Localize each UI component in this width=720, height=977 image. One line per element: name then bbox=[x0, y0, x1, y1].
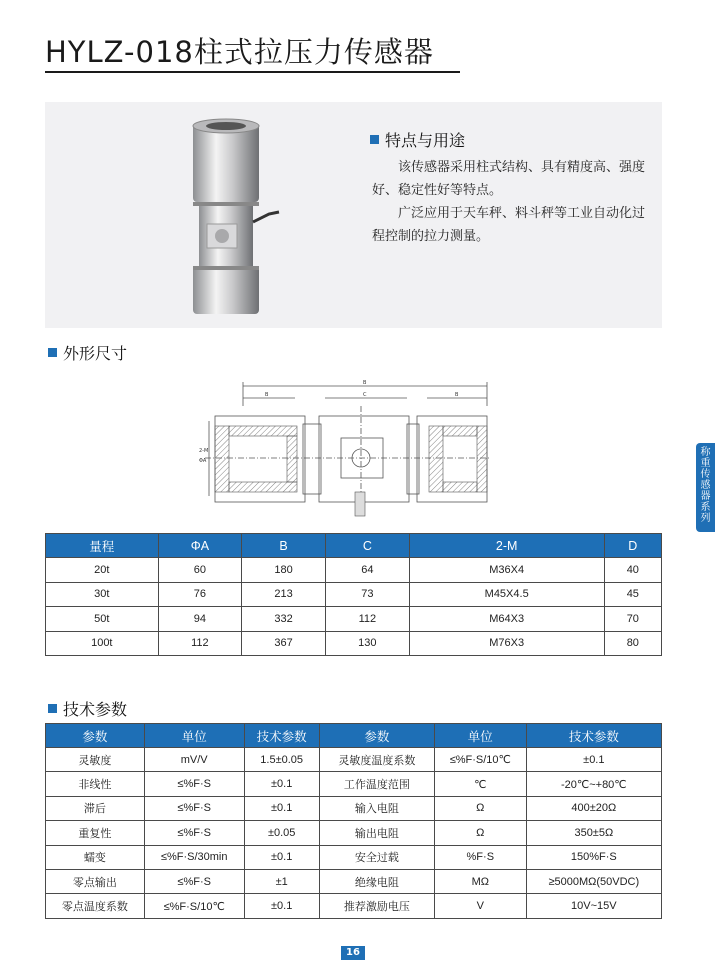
table-row bbox=[46, 869, 662, 893]
table-cell: 80 bbox=[604, 631, 661, 656]
dimension-drawing bbox=[195, 376, 495, 526]
table-cell: 20t bbox=[46, 558, 159, 583]
table-row bbox=[46, 796, 662, 820]
table-cell: 灵敏度 bbox=[46, 748, 145, 772]
table-cell: 重复性 bbox=[46, 821, 145, 845]
table-cell: 1.5±0.05 bbox=[244, 748, 319, 772]
table-cell: 112 bbox=[158, 631, 242, 656]
dimensions-header-row bbox=[46, 534, 662, 558]
table-row bbox=[46, 772, 662, 796]
table-cell: ≤%F·S/30min bbox=[144, 845, 244, 869]
drawing-label-center: C bbox=[363, 392, 367, 398]
table-cell: 10V~15V bbox=[526, 894, 661, 918]
table-cell: 367 bbox=[242, 631, 326, 656]
table-cell: Ω bbox=[434, 796, 526, 820]
table-cell: ±0.1 bbox=[244, 845, 319, 869]
table-cell: 94 bbox=[158, 607, 242, 632]
column-header: ΦA bbox=[158, 534, 242, 558]
drawing-label-end-right: B bbox=[455, 392, 459, 398]
table-cell: 40 bbox=[604, 558, 661, 583]
table-cell: 112 bbox=[325, 607, 409, 632]
column-header: 技术参数 bbox=[244, 724, 319, 748]
table-cell: 工作温度范围 bbox=[319, 772, 434, 796]
series-side-tab: 称 重 传 感 器 系 列 bbox=[696, 443, 715, 532]
table-cell: 零点温度系数 bbox=[46, 894, 145, 918]
table-cell: 30t bbox=[46, 582, 159, 607]
table-cell: ≤%F·S bbox=[144, 796, 244, 820]
page-number: 16 bbox=[341, 946, 365, 960]
table-cell: 73 bbox=[325, 582, 409, 607]
table-cell: 150%F·S bbox=[526, 845, 661, 869]
table-cell: 输入电阻 bbox=[319, 796, 434, 820]
features-paragraph-1: 该传感器采用柱式结构、具有精度高、强度好、稳定性好等特点。 bbox=[372, 160, 646, 198]
table-cell: 零点输出 bbox=[46, 869, 145, 893]
table-cell: ±0.1 bbox=[244, 772, 319, 796]
drawing-label-bore: ΦA bbox=[199, 458, 207, 464]
bullet-square-icon bbox=[48, 348, 57, 357]
table-cell: Ω bbox=[434, 821, 526, 845]
table-cell: 推荐激励电压 bbox=[319, 894, 434, 918]
technical-heading: 技术参数 bbox=[48, 697, 127, 720]
table-cell: 76 bbox=[158, 582, 242, 607]
table-row bbox=[46, 821, 662, 845]
table-cell: M45X4.5 bbox=[409, 582, 604, 607]
specs-header-row bbox=[46, 724, 662, 748]
table-cell: MΩ bbox=[434, 869, 526, 893]
table-cell: ≤%F·S bbox=[144, 821, 244, 845]
column-header: 量程 bbox=[46, 534, 159, 558]
table-cell: 332 bbox=[242, 607, 326, 632]
dimensions-heading: 外形尺寸 bbox=[48, 341, 127, 364]
table-cell: %F·S bbox=[434, 845, 526, 869]
table-cell: 45 bbox=[604, 582, 661, 607]
drawing-label-overall: B bbox=[363, 380, 367, 386]
column-header: C bbox=[325, 534, 409, 558]
table-cell: mV/V bbox=[144, 748, 244, 772]
table-cell: 滞后 bbox=[46, 796, 145, 820]
table-cell: 64 bbox=[325, 558, 409, 583]
dimensions-table bbox=[45, 533, 662, 656]
table-cell: ±0.1 bbox=[244, 796, 319, 820]
table-cell: 非线性 bbox=[46, 772, 145, 796]
table-cell: ±0.1 bbox=[244, 894, 319, 918]
table-row bbox=[46, 582, 662, 607]
column-header: 2-M bbox=[409, 534, 604, 558]
table-cell: V bbox=[434, 894, 526, 918]
table-row bbox=[46, 607, 662, 632]
page-title: HYLZ-018柱式拉压力传感器 bbox=[45, 35, 434, 69]
drawing-label-end-left: B bbox=[265, 392, 269, 398]
table-cell: ±0.1 bbox=[526, 748, 661, 772]
table-cell: ±0.05 bbox=[244, 821, 319, 845]
bullet-square-icon bbox=[48, 704, 57, 713]
table-cell: ≤%F·S bbox=[144, 869, 244, 893]
table-row bbox=[46, 845, 662, 869]
title-underline bbox=[45, 71, 460, 73]
table-cell: ℃ bbox=[434, 772, 526, 796]
column-header: D bbox=[604, 534, 661, 558]
column-header: 技术参数 bbox=[526, 724, 661, 748]
features-heading: 特点与用途 bbox=[370, 128, 465, 151]
table-cell: M76X3 bbox=[409, 631, 604, 656]
table-cell: 100t bbox=[46, 631, 159, 656]
table-cell: M36X4 bbox=[409, 558, 604, 583]
column-header: B bbox=[242, 534, 326, 558]
load-cell-photo bbox=[175, 116, 295, 320]
table-cell: 输出电阻 bbox=[319, 821, 434, 845]
table-cell: 70 bbox=[604, 607, 661, 632]
table-cell: -20℃~+80℃ bbox=[526, 772, 661, 796]
table-cell: 灵敏度温度系数 bbox=[319, 748, 434, 772]
column-header: 单位 bbox=[144, 724, 244, 748]
table-cell: 60 bbox=[158, 558, 242, 583]
column-header: 参数 bbox=[46, 724, 145, 748]
table-cell: ≤%F·S/10℃ bbox=[434, 748, 526, 772]
table-cell: 400±20Ω bbox=[526, 796, 661, 820]
column-header: 单位 bbox=[434, 724, 526, 748]
bullet-square-icon bbox=[370, 135, 379, 144]
table-cell: 180 bbox=[242, 558, 326, 583]
table-cell: 绝缘电阻 bbox=[319, 869, 434, 893]
drawing-label-thread: 2-M bbox=[199, 448, 209, 454]
table-cell: 蠕变 bbox=[46, 845, 145, 869]
features-text bbox=[372, 156, 657, 248]
technical-specs-table bbox=[45, 723, 662, 919]
table-cell: 130 bbox=[325, 631, 409, 656]
product-hero-panel bbox=[45, 102, 662, 328]
table-row bbox=[46, 631, 662, 656]
table-cell: 50t bbox=[46, 607, 159, 632]
table-cell: 213 bbox=[242, 582, 326, 607]
table-cell: 350±5Ω bbox=[526, 821, 661, 845]
table-cell: ≤%F·S/10℃ bbox=[144, 894, 244, 918]
table-row bbox=[46, 558, 662, 583]
table-cell: ≤%F·S bbox=[144, 772, 244, 796]
table-cell: ≥5000MΩ(50VDC) bbox=[526, 869, 661, 893]
table-row bbox=[46, 748, 662, 772]
column-header: 参数 bbox=[319, 724, 434, 748]
table-cell: M64X3 bbox=[409, 607, 604, 632]
features-paragraph-2: 广泛应用于天车秤、料斗秤等工业自动化过程控制的拉力测量。 bbox=[372, 206, 646, 244]
table-row bbox=[46, 894, 662, 918]
table-cell: 安全过载 bbox=[319, 845, 434, 869]
table-cell: ±1 bbox=[244, 869, 319, 893]
